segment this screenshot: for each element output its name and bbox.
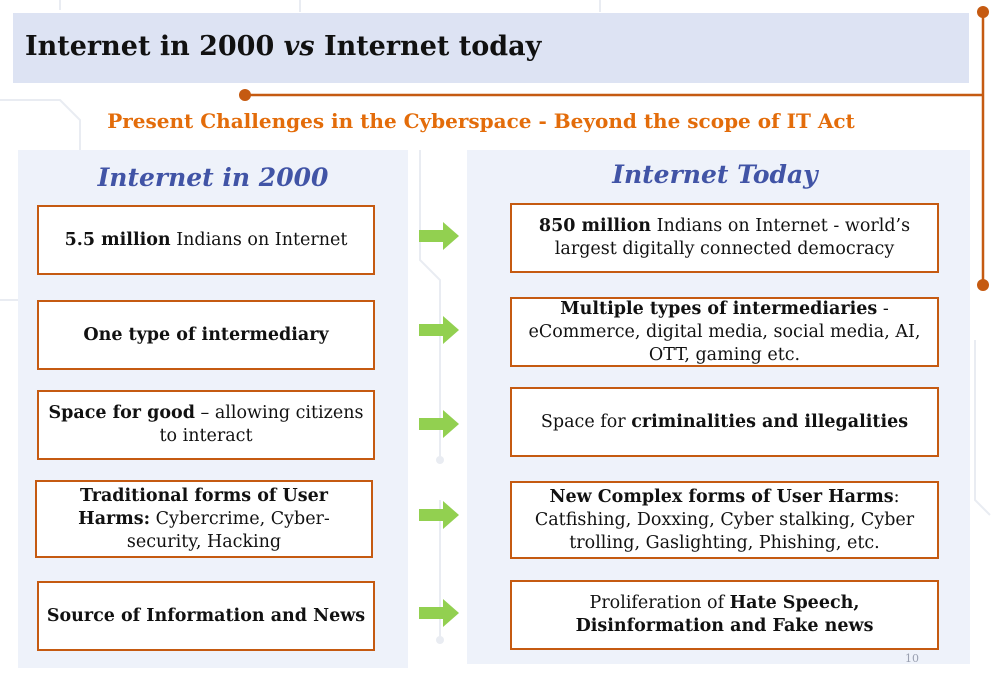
left-box-1: 5.5 million Indians on Internet [37,205,375,275]
right-box-3: Space for criminalities and illegalities [510,387,939,457]
right-arrow-icon [419,501,459,529]
title-bar [13,13,969,83]
left-box-2: One type of intermediary [37,300,375,370]
right-box-2: Multiple types of intermediaries - eCommerce, digital media, social media, AI, OTT, gaming etc. [510,297,939,367]
right-heading: Internet Today [612,160,818,189]
page-number: 10 [905,652,919,665]
subtitle: Present Challenges in the Cyberspace - Beyond the scope of IT Act [107,109,855,133]
page-title: Internet in 2000 vs Internet today [25,31,542,62]
left-heading: Internet in 2000 [97,163,329,192]
right-arrow-icon [419,222,459,250]
left-box-4: Traditional forms of User Harms: Cybercrime, Cyber-security, Hacking [35,480,373,558]
right-box-4: New Complex forms of User Harms: Catfishing, Doxxing, Cyber stalking, Cyber trolling, Gaslighting, Phishing, etc. [510,481,939,559]
left-box-3: Space for good – allowing citizens to interact [37,390,375,460]
right-arrow-icon [419,599,459,627]
right-arrow-icon [419,316,459,344]
right-arrow-icon [419,410,459,438]
right-box-1: 850 million Indians on Internet - world’s largest digitally connected democracy [510,203,939,273]
right-box-5: Proliferation of Hate Speech, Disinformation and Fake news [510,580,939,650]
left-box-5: Source of Information and News [37,581,375,651]
